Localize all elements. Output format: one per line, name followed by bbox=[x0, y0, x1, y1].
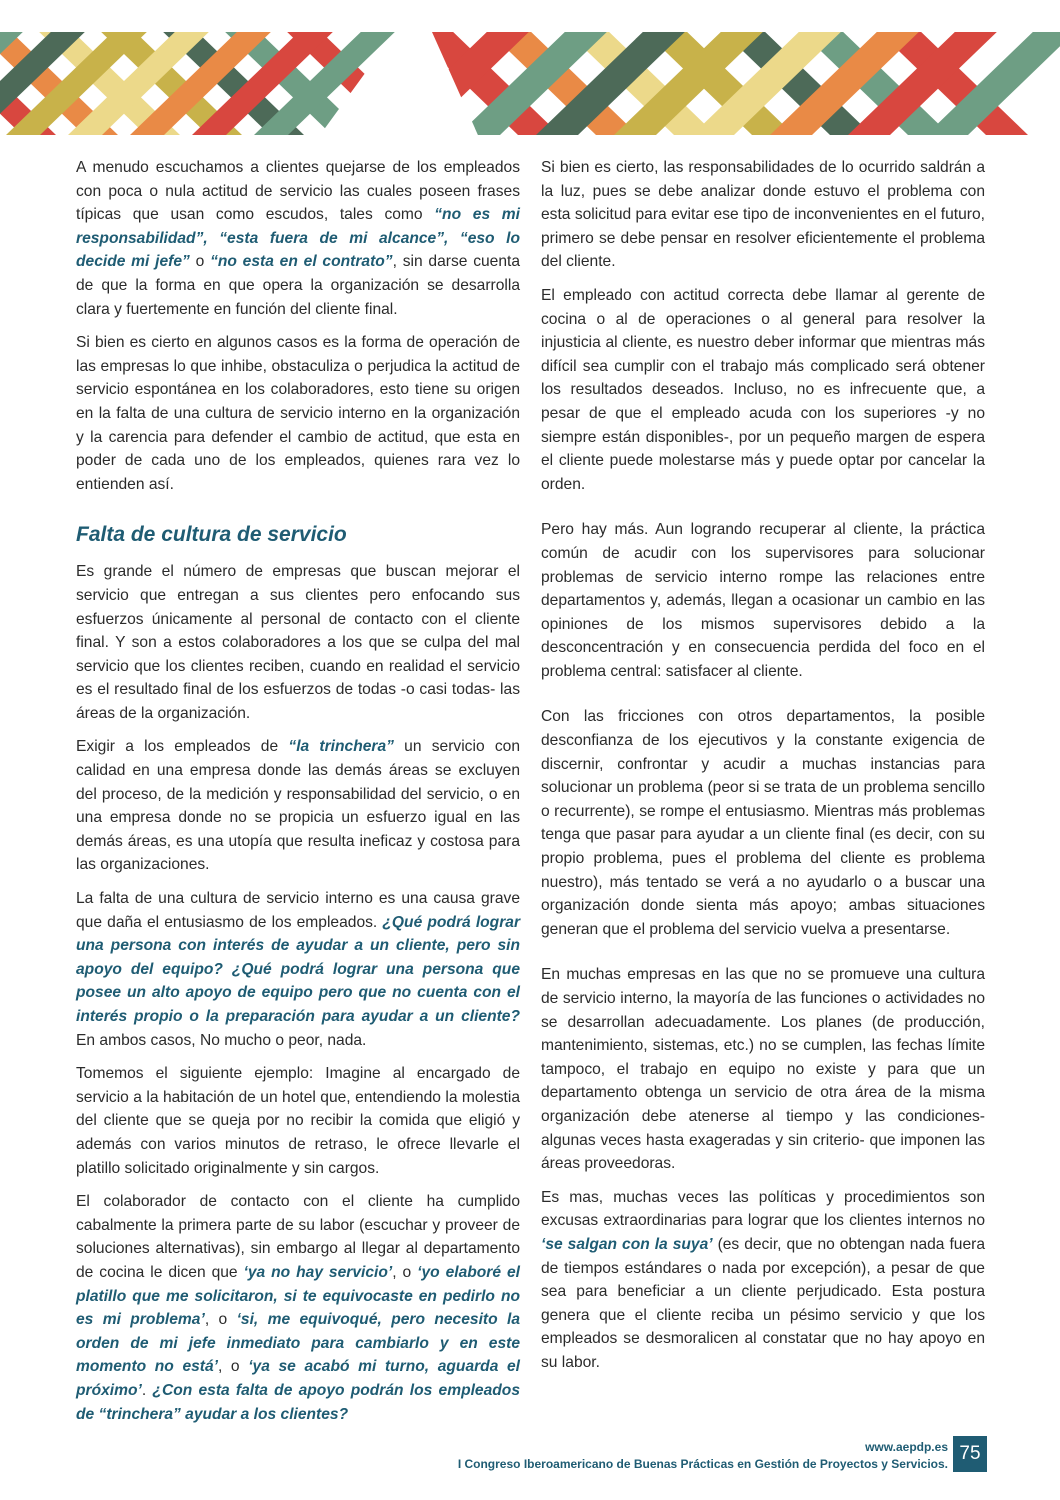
left-column bbox=[76, 156, 520, 1436]
page-number: 75 bbox=[953, 1436, 987, 1472]
paragraph: En muchas empresas en las que no se promueve una cultura de servicio interno, la mayoría de las funciones o actividades no se desarrollan adecuadamente. Los planes (de producción, mantenimiento, sistemas, etc.) no se cumplen, las fechas límite tampoco, el trabajo en equipo no existe y para que un departamento obtenga un servicio de otra área de la misma organización debe atenerse al tiempo y las condiciones- algunas veces hasta exageradas y sin criterio- que imponen las áreas proveedoras. bbox=[541, 966, 985, 1173]
section-heading: Falta de cultura de servicio bbox=[76, 523, 347, 547]
paragraph: Pero hay más. Aun logrando recuperar al cliente, la práctica común de acudir con los supervisores para solucionar problemas de servicio interno rompe las relaciones entre departamentos y, además, llegan a ocasionar un cambio en las opiniones de los mismos supervisores debido a la desconcentración y en consecuencia perdida del foco en el problema central: satisfacer al cliente. bbox=[541, 521, 985, 680]
paragraph: Si bien es cierto, las responsabilidades de lo ocurrido saldrán a la luz, pues se debe analizar donde estuvo el problema con esta solicitud para evitar ese tipo de inconvenientes en el futuro, primero se debe pensar en resolver eficientemente el problema del cliente. bbox=[541, 159, 985, 271]
right-column bbox=[541, 156, 985, 1385]
paragraph: Es grande el número de empresas que buscan mejorar el servicio que entregan a sus clientes pero enfocando sus esfuerzos únicamente al personal de contacto con el cliente final. Y son a estos colaboradores a los que se culpa del mal servicio que los clientes reciben, cuando en realidad el servicio es el resultado final de los esfuerzos de todas -o casi todas- las áreas de la organización. bbox=[76, 563, 520, 722]
paragraph: A menudo escuchamos a clientes quejarse de los empleados con poca o nula actitud de servicio las cuales poseen frases típicas que usan como escudos, tales como “no es mi responsabilidad”, “esta fuera de mi alcance”, “eso lo decide mi jefe” o “no esta en el contrato”, sin darse cuenta de que la forma en que opera la organización se desarrolla clara y fuertemente en función del cliente final. bbox=[76, 159, 521, 318]
paragraph: Es mas, muchas veces las políticas y procedimientos son excusas extraordinarias para lograr que los clientes internos no ‘se salgan con la suya’ (es decir, que no obtengan nada fuera de tiempos estándares o nada por excepción), a pesar de que sea para beneficiar a un cliente perjudicado. Esta postura genera que el cliente reciba un pésimo servicio y que los empleados se desmoralicen al constatar que no hay apoyo en su labor. bbox=[541, 1188, 985, 1371]
website-url[interactable]: www.aepdp.es bbox=[865, 1440, 948, 1454]
decorative-banner bbox=[0, 0, 1060, 135]
paragraph: Exigir a los empleados de “la trinchera” un servicio con calidad en una empresa donde las demás áreas se excluyen del proceso, de la medición y responsabilidad del servicio, o en una empresa donde no se propicia un esfuerzo igual en las demás áreas, es una utopía que resulta ineficaz y costosa para las organizaciones. bbox=[76, 738, 520, 874]
page-footer bbox=[458, 1439, 948, 1473]
paragraph: Tomemos el siguiente ejemplo: Imagine al encargado de servicio a la habitación de un hotel que, entendiendo la molestia del cliente que se queja por no recibir la comida que eligió y además con varios minutos de retraso, le ofrece llevarle el platillo solicitado originalmente y sin cargos. bbox=[76, 1065, 520, 1177]
paragraph: El empleado con actitud correcta debe llamar al gerente de cocina o al de operaciones o al general para resolver la injusticia al cliente, es nuestro deber informar que mientras más difícil sea cumplir con el trabajo más complicado será obtener los resultados deseados. Incluso, no es infrecuente que, a pesar de que el empleado acuda con los superiores -y no siempre están disponibles-, por un pequeño margen de espera el cliente puede molestarse más y puede optar por cancelar la orden. bbox=[541, 286, 985, 493]
paragraph: Con las fricciones con otros departamentos, la posible desconfianza de los ejecutivos y la constante exigencia de discernir, confrontar y acudir a muchas instancias para solucionar un problema (peor si se trata de un problema sencillo o recurrente), se rompe el entusiasmo. Mientras más problemas tenga que pasar para ayudar a un cliente final (es decir, con su propio problema, pues el problema del cliente es problema nuestro), más tentado se verá a no ayudarlo o a buscar una organización donde sienta más apoyo; ambas situaciones generan que el problema del servicio vuelva a presentarse. bbox=[541, 708, 985, 938]
paragraph: El colaborador de contacto con el cliente ha cumplido cabalmente la primera parte de su labor (escuchar y proveer de soluciones alternativas), sin embargo al llegar al departamento de cocina le dicen que ‘ya no hay servicio’, o ‘yo elaboré el platillo que me solicitaron, si te equivocaste en pedirlo no es mi problema’, o ‘si, me equivoqué, pero necesito la orden de mi jefe inmediato para cambiarlo y en este momento no está’, o ‘ya se acabó mi turno, aguarda el próximo’. ¿Con esta falta de apoyo podrán los empleados de “trinchera” ayudar a los clientes? bbox=[76, 1193, 520, 1423]
congress-name: I Congreso Iberoamericano de Buenas Prácticas en Gestión de Proyectos y Servicios. bbox=[457, 1457, 948, 1471]
paragraph: Si bien es cierto en algunos casos es la forma de operación de las empresas lo que inhibe, obstaculiza o perjudica la actitud de servicio espontánea en los colaboradores, esto tiene su origen en la falta de una cultura de servicio interno en la organización y la carencia para defender el cambio de actitud, que esta en poder de cada uno de los empleados, quienes rara vez lo entienden así. bbox=[76, 334, 520, 493]
paragraph: La falta de una cultura de servicio interno es una causa grave que daña el entusiasmo de los empleados. ¿Qué podrá lograr una persona con interés de ayudar a un cliente, pero sin apoyo del equipo? ¿Qué podrá lograr una persona que posee un alto apoyo de equipo pero que no cuenta con el interés propio o la preparación para ayudar a un cliente? En ambos casos, No mucho o peor, nada. bbox=[76, 890, 521, 1049]
